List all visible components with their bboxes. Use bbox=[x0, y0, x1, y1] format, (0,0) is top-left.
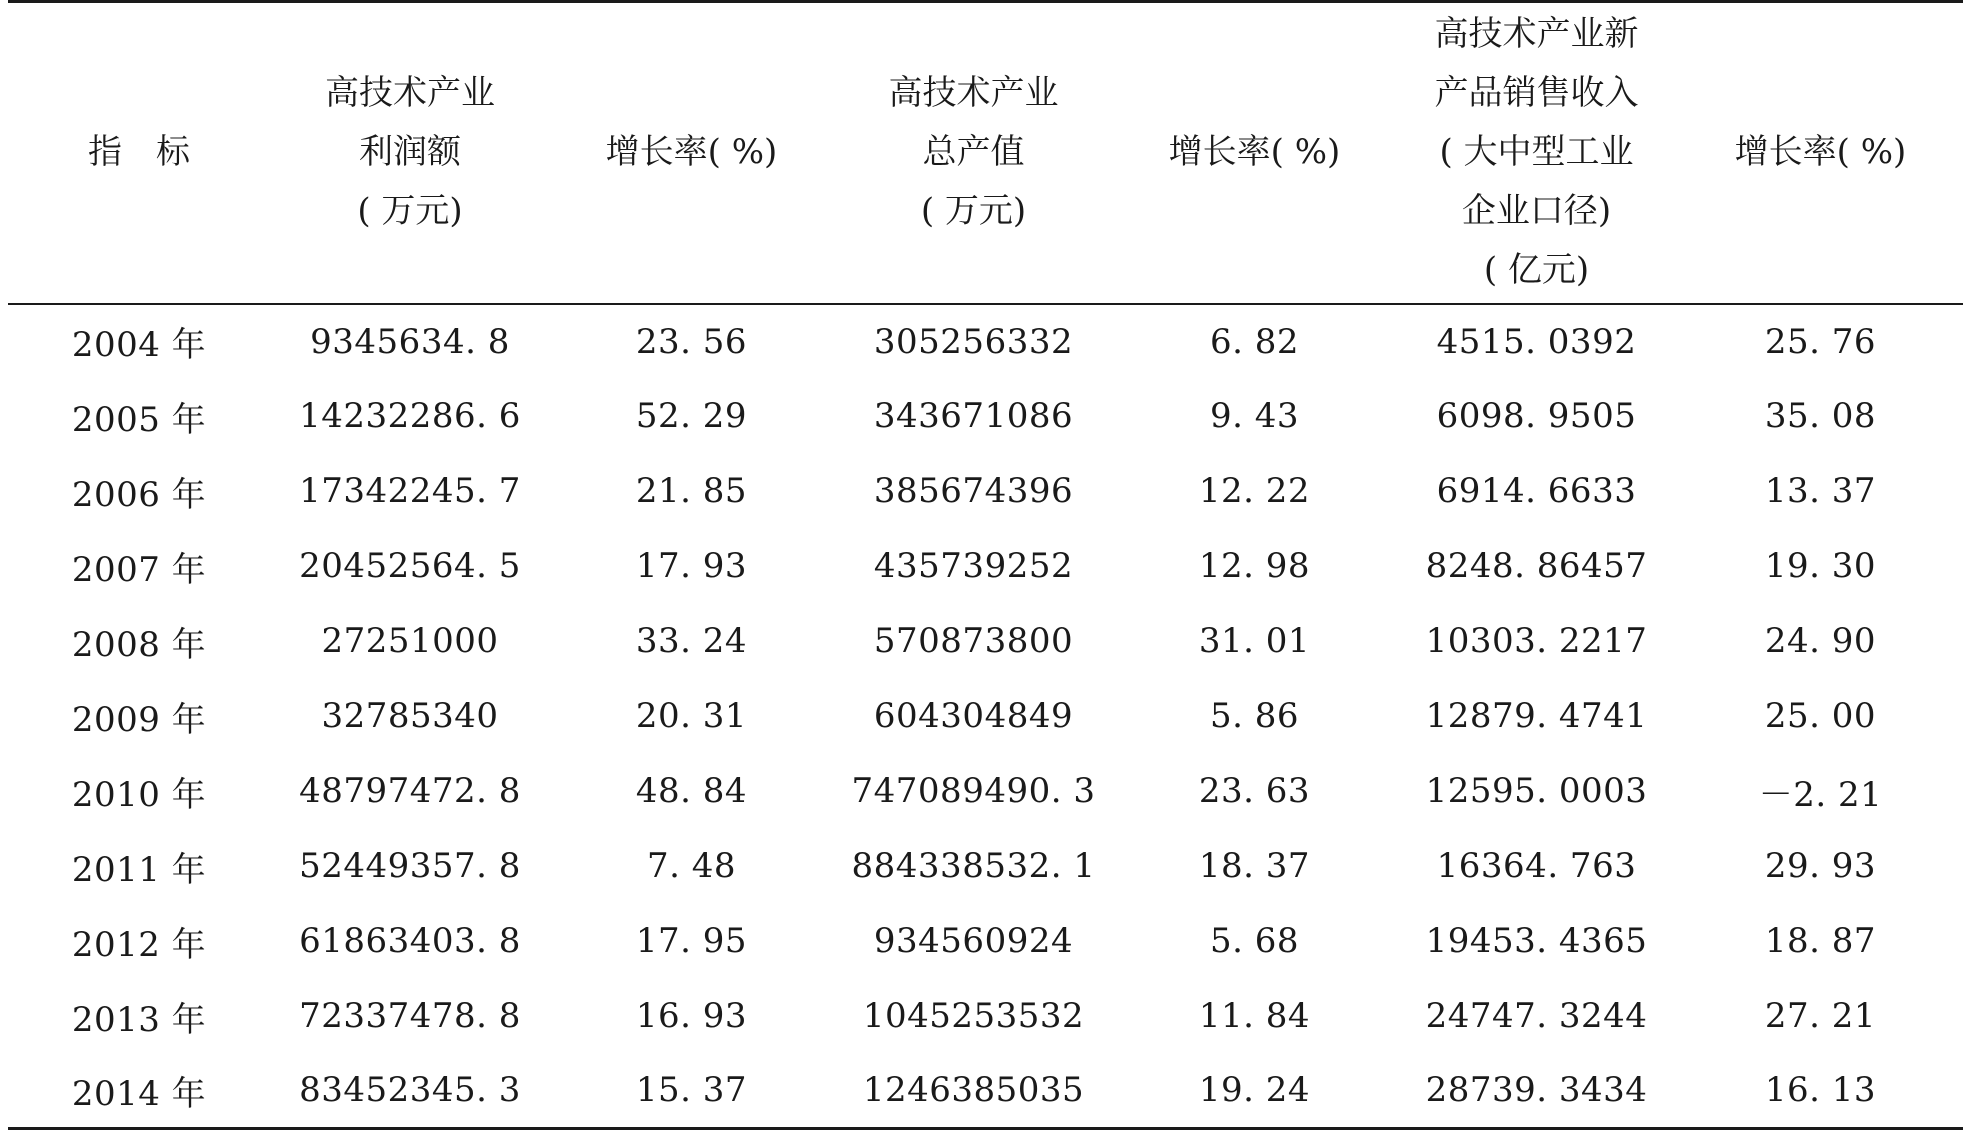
profit-cell: 52449357. 8 bbox=[299, 846, 521, 886]
profit-cell: 27251000 bbox=[321, 621, 499, 661]
output-growth-cell: 31. 01 bbox=[1198, 621, 1311, 661]
profit-growth-cell: 15. 37 bbox=[550, 1054, 833, 1129]
header-output-growth bbox=[1114, 2, 1395, 304]
profit-growth-cell: 17. 95 bbox=[635, 921, 748, 961]
table-row bbox=[8, 454, 1963, 529]
header-profit-line-1: 高技术产业 bbox=[325, 73, 495, 114]
output-growth-cell: 6. 82 bbox=[1209, 321, 1299, 362]
year-cell: 2004 年 bbox=[71, 325, 207, 365]
profit-growth-cell: 16. 93 bbox=[635, 996, 748, 1036]
year-cell: 2012 年 bbox=[71, 924, 207, 965]
output-cell: 747089490. 3 bbox=[851, 771, 1096, 811]
output-growth-cell: 9. 43 bbox=[1209, 396, 1299, 436]
header-new-product-revenue bbox=[1395, 2, 1678, 304]
revenue-cell: 16364. 763 bbox=[1436, 846, 1637, 886]
revenue-cell: 12595. 0003 bbox=[1425, 771, 1648, 811]
table-row bbox=[8, 1054, 1963, 1129]
high-tech-industry-table bbox=[8, 0, 1963, 1130]
header-revenue-growth bbox=[1678, 2, 1963, 304]
revenue-growth-cell: 16. 13 bbox=[1678, 1054, 1963, 1129]
header-revenue-line-4: 企业口径) bbox=[1461, 191, 1612, 232]
year-cell: 2009 年 bbox=[71, 699, 207, 740]
output-cell: 1246385035 bbox=[833, 1054, 1114, 1129]
profit-growth-cell: 17. 93 bbox=[635, 546, 748, 586]
revenue-cell: 8248. 86457 bbox=[1425, 546, 1648, 586]
header-revenue-line-5: ( 亿元) bbox=[1483, 250, 1590, 291]
header-profit-line-2: 利润额 bbox=[359, 132, 461, 173]
output-growth-cell: 23. 63 bbox=[1198, 771, 1311, 811]
profit-cell: 48797472. 8 bbox=[299, 771, 521, 811]
profit-cell: 32785340 bbox=[321, 696, 499, 736]
table-row bbox=[8, 379, 1963, 454]
revenue-growth-cell: 18. 87 bbox=[1764, 921, 1877, 961]
table-row bbox=[8, 604, 1963, 679]
profit-cell: 83452345. 3 bbox=[270, 1054, 550, 1129]
output-cell: 934560924 bbox=[873, 921, 1074, 961]
table-header bbox=[8, 2, 1963, 304]
header-revenue-growth-line: 增长率( %) bbox=[1734, 132, 1907, 173]
output-growth-cell: 5. 86 bbox=[1209, 696, 1299, 736]
output-cell: 435739252 bbox=[873, 546, 1074, 586]
output-growth-cell: 19. 24 bbox=[1114, 1054, 1395, 1129]
output-cell: 343671086 bbox=[873, 396, 1074, 436]
revenue-growth-cell: 25. 76 bbox=[1764, 321, 1877, 362]
table-row bbox=[8, 829, 1963, 904]
output-cell: 604304849 bbox=[873, 696, 1074, 736]
header-output-line-3: ( 万元) bbox=[920, 191, 1027, 232]
header-indicator-line: 指 标 bbox=[88, 132, 190, 173]
profit-cell: 17342245. 7 bbox=[299, 471, 521, 511]
revenue-cell: 28739. 3434 bbox=[1395, 1054, 1678, 1129]
table-row bbox=[8, 529, 1963, 604]
header-profit-line-3: ( 万元) bbox=[357, 191, 463, 232]
profit-cell: 72337478. 8 bbox=[299, 996, 521, 1036]
year-cell: 2013 年 bbox=[71, 999, 207, 1040]
header-profit-growth bbox=[550, 2, 833, 304]
header-profit-growth-line: 增长率( %) bbox=[605, 132, 778, 173]
output-cell: 385674396 bbox=[873, 471, 1074, 511]
year-cell: 2010 年 bbox=[71, 774, 207, 815]
output-cell: 570873800 bbox=[873, 621, 1074, 661]
output-cell: 884338532. 1 bbox=[851, 846, 1096, 886]
header-output-line-1: 高技术产业 bbox=[888, 73, 1059, 114]
profit-growth-cell: 20. 31 bbox=[635, 696, 748, 736]
output-growth-cell: 12. 22 bbox=[1198, 471, 1311, 511]
output-growth-cell: 18. 37 bbox=[1198, 846, 1311, 886]
year-cell: 2007 年 bbox=[71, 549, 207, 590]
table-row bbox=[8, 904, 1963, 979]
revenue-growth-cell: 24. 90 bbox=[1764, 621, 1877, 661]
output-growth-cell: 12. 98 bbox=[1198, 546, 1311, 586]
profit-growth-cell: 21. 85 bbox=[635, 471, 748, 511]
header-revenue-line-3: ( 大中型工业 bbox=[1439, 132, 1634, 173]
table-row bbox=[8, 754, 1963, 829]
output-cell: 1045253532 bbox=[862, 996, 1085, 1036]
year-cell: 2005 年 bbox=[71, 399, 207, 440]
output-cell: 305256332 bbox=[873, 321, 1074, 362]
output-growth-cell: 11. 84 bbox=[1198, 996, 1311, 1036]
revenue-cell: 6098. 9505 bbox=[1436, 396, 1637, 436]
header-profit bbox=[270, 2, 550, 304]
revenue-growth-cell: 19. 30 bbox=[1764, 546, 1877, 586]
year-cell: 2011 年 bbox=[71, 849, 207, 890]
revenue-cell: 6914. 6633 bbox=[1436, 471, 1637, 511]
profit-cell: 14232286. 6 bbox=[299, 396, 521, 436]
revenue-cell: 10303. 2217 bbox=[1425, 621, 1648, 661]
revenue-growth-cell: 27. 21 bbox=[1764, 996, 1877, 1036]
year-cell: 2008 年 bbox=[71, 624, 207, 665]
header-output bbox=[833, 2, 1114, 304]
revenue-growth-cell: 35. 08 bbox=[1764, 396, 1877, 436]
statistics-table-container bbox=[8, 0, 1963, 1130]
profit-growth-cell: 7. 48 bbox=[646, 846, 736, 886]
profit-growth-cell: 48. 84 bbox=[635, 771, 748, 811]
table-body bbox=[8, 304, 1963, 1129]
revenue-cell: 19453. 4365 bbox=[1425, 921, 1648, 961]
header-row bbox=[8, 2, 1963, 304]
header-output-growth-line: 增长率( %) bbox=[1168, 132, 1341, 173]
revenue-cell: 12879. 4741 bbox=[1425, 696, 1648, 736]
revenue-growth-cell: 13. 37 bbox=[1764, 471, 1877, 511]
header-revenue-line-1: 高技术产业新 bbox=[1434, 14, 1639, 55]
year-cell: 2006 年 bbox=[71, 474, 207, 515]
revenue-cell: 24747. 3244 bbox=[1425, 996, 1648, 1036]
revenue-growth-cell: －2. 21 bbox=[1758, 774, 1883, 815]
revenue-growth-cell: 29. 93 bbox=[1764, 846, 1877, 886]
output-growth-cell: 5. 68 bbox=[1209, 921, 1299, 961]
profit-cell: 61863403. 8 bbox=[299, 921, 521, 961]
table-row bbox=[8, 679, 1963, 754]
table-row bbox=[8, 304, 1963, 379]
year-cell: 2014 年 bbox=[8, 1054, 270, 1129]
header-revenue-line-2: 产品销售收入 bbox=[1434, 73, 1639, 114]
profit-cell: 9345634. 8 bbox=[310, 321, 510, 362]
profit-growth-cell: 33. 24 bbox=[635, 621, 748, 661]
revenue-cell: 4515. 0392 bbox=[1436, 321, 1637, 362]
table-row bbox=[8, 979, 1963, 1054]
profit-cell: 20452564. 5 bbox=[299, 546, 521, 586]
profit-growth-cell: 23. 56 bbox=[635, 321, 748, 362]
profit-growth-cell: 52. 29 bbox=[635, 396, 748, 436]
header-indicator bbox=[8, 2, 270, 304]
header-output-line-2: 总产值 bbox=[922, 132, 1025, 173]
revenue-growth-cell: 25. 00 bbox=[1764, 696, 1877, 736]
